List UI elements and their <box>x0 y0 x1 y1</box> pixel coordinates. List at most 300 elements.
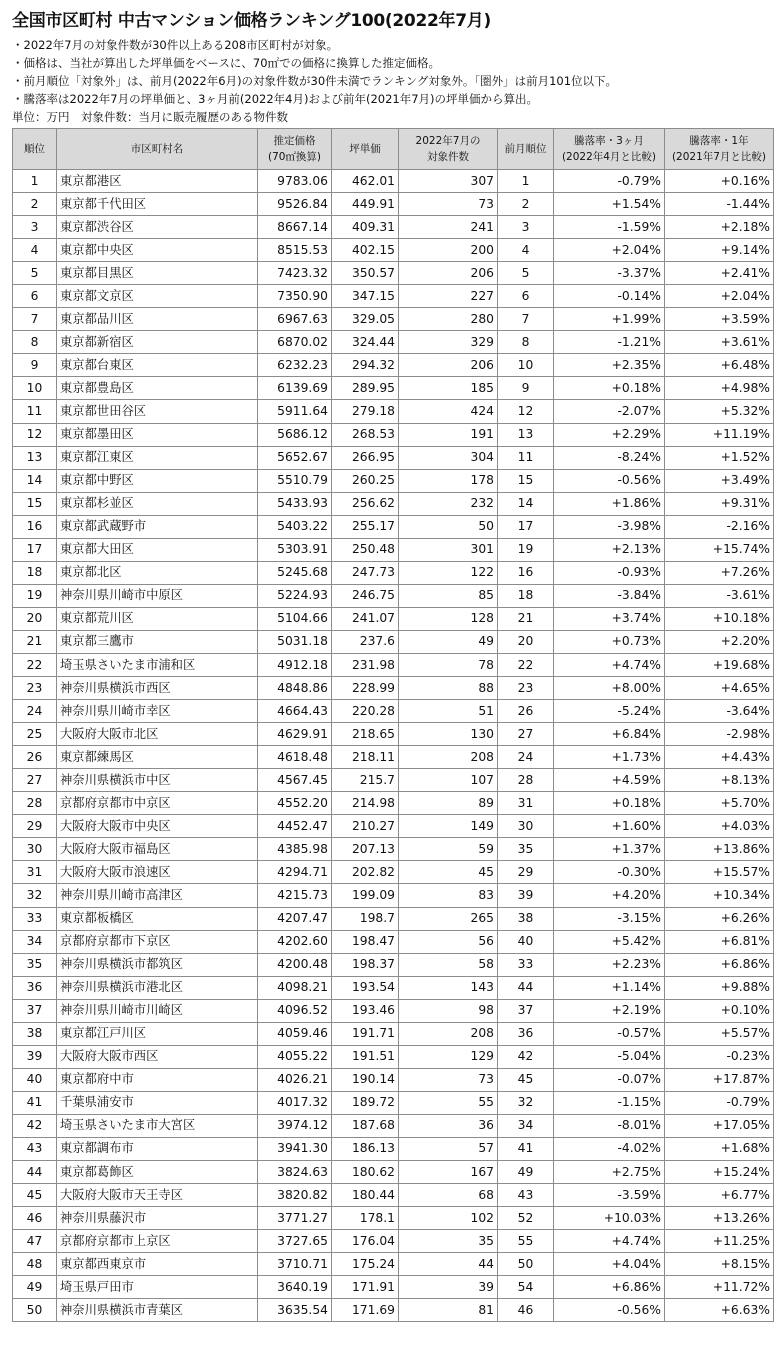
change-3m-cell: -2.07% <box>554 400 665 423</box>
price-cell: 5911.64 <box>258 400 332 423</box>
rank-cell: 38 <box>13 1022 57 1045</box>
change-3m-cell: +4.74% <box>554 653 665 676</box>
change-3m-cell: -0.07% <box>554 1068 665 1091</box>
rank-cell: 16 <box>13 515 57 538</box>
tsubo-cell: 175.24 <box>332 1253 399 1276</box>
change-1y-cell: -0.23% <box>665 1045 774 1068</box>
tsubo-cell: 347.15 <box>332 285 399 308</box>
prev-rank-cell: 4 <box>498 239 554 262</box>
name-cell: 東京都江戸川区 <box>57 1022 258 1045</box>
name-cell: 神奈川県川崎市中原区 <box>57 584 258 607</box>
rank-cell: 5 <box>13 262 57 285</box>
name-cell: 東京都武蔵野市 <box>57 515 258 538</box>
tsubo-cell: 198.37 <box>332 953 399 976</box>
tsubo-cell: 228.99 <box>332 677 399 700</box>
prev-rank-cell: 18 <box>498 584 554 607</box>
rank-cell: 39 <box>13 1045 57 1068</box>
rank-cell: 11 <box>13 400 57 423</box>
table-row <box>13 216 774 239</box>
change-1y-cell: +10.34% <box>665 884 774 907</box>
price-cell: 4294.71 <box>258 861 332 884</box>
table-row <box>13 400 774 423</box>
tsubo-cell: 220.28 <box>332 700 399 723</box>
table-row <box>13 239 774 262</box>
tsubo-cell: 231.98 <box>332 653 399 676</box>
prev-rank-cell: 19 <box>498 538 554 561</box>
name-cell: 大阪府大阪市福島区 <box>57 838 258 861</box>
rank-cell: 24 <box>13 700 57 723</box>
tsubo-cell: 214.98 <box>332 792 399 815</box>
rank-cell: 28 <box>13 792 57 815</box>
name-cell: 東京都調布市 <box>57 1137 258 1160</box>
price-cell: 5403.22 <box>258 515 332 538</box>
table-row <box>13 1184 774 1207</box>
header-tsubo: 坪単価 <box>332 129 399 170</box>
rank-cell: 2 <box>13 193 57 216</box>
prev-rank-cell: 42 <box>498 1045 554 1068</box>
prev-rank-cell: 55 <box>498 1230 554 1253</box>
tsubo-cell: 180.44 <box>332 1184 399 1207</box>
price-cell: 4385.98 <box>258 838 332 861</box>
prev-rank-cell: 21 <box>498 607 554 630</box>
change-1y-cell: +5.57% <box>665 1022 774 1045</box>
tsubo-cell: 191.71 <box>332 1022 399 1045</box>
prev-rank-cell: 10 <box>498 354 554 377</box>
price-cell: 4629.91 <box>258 723 332 746</box>
rank-cell: 47 <box>13 1230 57 1253</box>
tsubo-cell: 193.46 <box>332 999 399 1022</box>
count-cell: 45 <box>399 861 498 884</box>
change-1y-cell: +11.25% <box>665 1230 774 1253</box>
tsubo-cell: 199.09 <box>332 884 399 907</box>
table-row <box>13 838 774 861</box>
count-cell: 59 <box>399 838 498 861</box>
name-cell: 東京都練馬区 <box>57 746 258 769</box>
change-3m-cell: +2.75% <box>554 1161 665 1184</box>
prev-rank-cell: 50 <box>498 1253 554 1276</box>
tsubo-cell: 462.01 <box>332 170 399 193</box>
change-1y-cell: +0.16% <box>665 170 774 193</box>
price-cell: 4055.22 <box>258 1045 332 1068</box>
change-1y-cell: +9.88% <box>665 976 774 999</box>
change-1y-cell: +13.86% <box>665 838 774 861</box>
rank-cell: 22 <box>13 653 57 676</box>
tsubo-cell: 171.91 <box>332 1276 399 1299</box>
count-cell: 143 <box>399 976 498 999</box>
name-cell: 神奈川県横浜市港北区 <box>57 976 258 999</box>
price-cell: 8515.53 <box>258 239 332 262</box>
change-3m-cell: -8.01% <box>554 1114 665 1137</box>
change-3m-cell: -1.59% <box>554 216 665 239</box>
name-cell: 東京都中央区 <box>57 239 258 262</box>
rank-cell: 25 <box>13 723 57 746</box>
table-row <box>13 354 774 377</box>
prev-rank-cell: 33 <box>498 953 554 976</box>
prev-rank-cell: 13 <box>498 423 554 446</box>
change-3m-cell: +10.03% <box>554 1207 665 1230</box>
name-cell: 神奈川県横浜市青葉区 <box>57 1299 258 1322</box>
change-1y-cell: -1.44% <box>665 193 774 216</box>
name-cell: 東京都墨田区 <box>57 423 258 446</box>
price-cell: 4059.46 <box>258 1022 332 1045</box>
table-row <box>13 861 774 884</box>
rank-cell: 45 <box>13 1184 57 1207</box>
change-3m-cell: +1.37% <box>554 838 665 861</box>
change-3m-cell: +3.74% <box>554 607 665 630</box>
table-row <box>13 723 774 746</box>
change-3m-cell: +2.13% <box>554 538 665 561</box>
name-cell: 東京都文京区 <box>57 285 258 308</box>
name-cell: 神奈川県横浜市西区 <box>57 677 258 700</box>
prev-rank-cell: 54 <box>498 1276 554 1299</box>
change-1y-cell: -0.79% <box>665 1091 774 1114</box>
tsubo-cell: 202.82 <box>332 861 399 884</box>
tsubo-cell: 350.57 <box>332 262 399 285</box>
table-row <box>13 607 774 630</box>
count-cell: 51 <box>399 700 498 723</box>
table-row <box>13 1207 774 1230</box>
table-row <box>13 1161 774 1184</box>
change-3m-cell: -0.56% <box>554 1299 665 1322</box>
price-cell: 3771.27 <box>258 1207 332 1230</box>
price-cell: 3820.82 <box>258 1184 332 1207</box>
name-cell: 埼玉県さいたま市浦和区 <box>57 653 258 676</box>
rank-cell: 15 <box>13 492 57 515</box>
change-3m-cell: +4.59% <box>554 769 665 792</box>
name-cell: 神奈川県藤沢市 <box>57 1207 258 1230</box>
count-cell: 73 <box>399 1068 498 1091</box>
table-row <box>13 1022 774 1045</box>
change-1y-cell: +15.24% <box>665 1161 774 1184</box>
name-cell: 東京都江東区 <box>57 446 258 469</box>
table-row <box>13 561 774 584</box>
name-cell: 神奈川県川崎市幸区 <box>57 700 258 723</box>
name-cell: 大阪府大阪市中央区 <box>57 815 258 838</box>
change-1y-cell: +5.70% <box>665 792 774 815</box>
table-row <box>13 999 774 1022</box>
price-cell: 5224.93 <box>258 584 332 607</box>
rank-cell: 36 <box>13 976 57 999</box>
count-cell: 102 <box>399 1207 498 1230</box>
change-3m-cell: +4.74% <box>554 1230 665 1253</box>
price-cell: 7423.32 <box>258 262 332 285</box>
change-1y-cell: +4.65% <box>665 677 774 700</box>
tsubo-cell: 178.1 <box>332 1207 399 1230</box>
count-cell: 232 <box>399 492 498 515</box>
count-cell: 129 <box>399 1045 498 1068</box>
count-cell: 55 <box>399 1091 498 1114</box>
rank-cell: 13 <box>13 446 57 469</box>
rank-cell: 32 <box>13 884 57 907</box>
change-1y-cell: +2.20% <box>665 630 774 653</box>
prev-rank-cell: 14 <box>498 492 554 515</box>
tsubo-cell: 191.51 <box>332 1045 399 1068</box>
price-cell: 5104.66 <box>258 607 332 630</box>
tsubo-cell: 237.6 <box>332 630 399 653</box>
name-cell: 東京都台東区 <box>57 354 258 377</box>
name-cell: 東京都大田区 <box>57 538 258 561</box>
name-cell: 東京都千代田区 <box>57 193 258 216</box>
change-3m-cell: -0.56% <box>554 469 665 492</box>
prev-rank-cell: 23 <box>498 677 554 700</box>
price-cell: 5652.67 <box>258 446 332 469</box>
name-cell: 東京都港区 <box>57 170 258 193</box>
table-row <box>13 423 774 446</box>
rank-cell: 40 <box>13 1068 57 1091</box>
change-3m-cell: -3.37% <box>554 262 665 285</box>
price-cell: 4200.48 <box>258 953 332 976</box>
rank-cell: 42 <box>13 1114 57 1137</box>
change-1y-cell: +2.18% <box>665 216 774 239</box>
table-row <box>13 515 774 538</box>
tsubo-cell: 246.75 <box>332 584 399 607</box>
change-3m-cell: -5.24% <box>554 700 665 723</box>
rank-cell: 8 <box>13 331 57 354</box>
change-1y-cell: +3.59% <box>665 308 774 331</box>
rank-cell: 1 <box>13 170 57 193</box>
prev-rank-cell: 15 <box>498 469 554 492</box>
tsubo-cell: 324.44 <box>332 331 399 354</box>
table-row <box>13 285 774 308</box>
tsubo-cell: 190.14 <box>332 1068 399 1091</box>
change-3m-cell: +1.60% <box>554 815 665 838</box>
rank-cell: 12 <box>13 423 57 446</box>
tsubo-cell: 180.62 <box>332 1161 399 1184</box>
prev-rank-cell: 44 <box>498 976 554 999</box>
tsubo-cell: 186.13 <box>332 1137 399 1160</box>
change-1y-cell: +8.15% <box>665 1253 774 1276</box>
tsubo-cell: 256.62 <box>332 492 399 515</box>
prev-rank-cell: 43 <box>498 1184 554 1207</box>
count-cell: 39 <box>399 1276 498 1299</box>
change-1y-cell: +17.87% <box>665 1068 774 1091</box>
change-1y-cell: +7.26% <box>665 561 774 584</box>
count-cell: 200 <box>399 239 498 262</box>
rank-cell: 26 <box>13 746 57 769</box>
rank-cell: 4 <box>13 239 57 262</box>
prev-rank-cell: 46 <box>498 1299 554 1322</box>
name-cell: 東京都杉並区 <box>57 492 258 515</box>
rank-cell: 6 <box>13 285 57 308</box>
name-cell: 京都府京都市上京区 <box>57 1230 258 1253</box>
price-cell: 4664.43 <box>258 700 332 723</box>
table-row <box>13 884 774 907</box>
price-cell: 4567.45 <box>258 769 332 792</box>
name-cell: 神奈川県横浜市中区 <box>57 769 258 792</box>
change-1y-cell: +5.32% <box>665 400 774 423</box>
table-row <box>13 746 774 769</box>
change-1y-cell: +11.72% <box>665 1276 774 1299</box>
tsubo-cell: 402.15 <box>332 239 399 262</box>
count-cell: 178 <box>399 469 498 492</box>
prev-rank-cell: 34 <box>498 1114 554 1137</box>
count-cell: 98 <box>399 999 498 1022</box>
count-cell: 206 <box>399 262 498 285</box>
table-row <box>13 1299 774 1322</box>
table-row <box>13 700 774 723</box>
price-cell: 3974.12 <box>258 1114 332 1137</box>
tsubo-cell: 289.95 <box>332 377 399 400</box>
change-3m-cell: +1.99% <box>554 308 665 331</box>
rank-cell: 9 <box>13 354 57 377</box>
price-cell: 6139.69 <box>258 377 332 400</box>
note-item: ・前月順位「対象外」は、前月(2022年6月)の対象件数が30件未満でランキング対象外。「圏外」は前月101位以下。 <box>12 74 618 88</box>
prev-rank-cell: 3 <box>498 216 554 239</box>
change-1y-cell: +2.04% <box>665 285 774 308</box>
tsubo-cell: 171.69 <box>332 1299 399 1322</box>
table-row <box>13 170 774 193</box>
unit-line: 単位：万円 対象件数：当月に販売履歴のある物件数 <box>12 110 288 124</box>
prev-rank-cell: 30 <box>498 815 554 838</box>
tsubo-cell: 449.91 <box>332 193 399 216</box>
price-cell: 6232.23 <box>258 354 332 377</box>
name-cell: 東京都中野区 <box>57 469 258 492</box>
rank-cell: 35 <box>13 953 57 976</box>
count-cell: 50 <box>399 515 498 538</box>
prev-rank-cell: 11 <box>498 446 554 469</box>
header-count: 2022年7月の 対象件数 <box>399 129 498 170</box>
count-cell: 329 <box>399 331 498 354</box>
tsubo-cell: 176.04 <box>332 1230 399 1253</box>
change-1y-cell: +11.19% <box>665 423 774 446</box>
name-cell: 東京都品川区 <box>57 308 258 331</box>
header-rank: 順位 <box>13 129 57 170</box>
count-cell: 56 <box>399 930 498 953</box>
count-cell: 280 <box>399 308 498 331</box>
change-3m-cell: +2.23% <box>554 953 665 976</box>
prev-rank-cell: 12 <box>498 400 554 423</box>
change-1y-cell: +4.98% <box>665 377 774 400</box>
change-3m-cell: -1.15% <box>554 1091 665 1114</box>
change-1y-cell: +8.13% <box>665 769 774 792</box>
table-row <box>13 492 774 515</box>
note-item: ・2022年7月の対象件数が30件以上ある208市区町村が対象。 <box>12 38 339 52</box>
name-cell: 東京都葛飾区 <box>57 1161 258 1184</box>
table-row <box>13 1091 774 1114</box>
rank-cell: 30 <box>13 838 57 861</box>
table-row <box>13 630 774 653</box>
change-1y-cell: +1.68% <box>665 1137 774 1160</box>
count-cell: 265 <box>399 907 498 930</box>
rank-cell: 49 <box>13 1276 57 1299</box>
rank-cell: 3 <box>13 216 57 239</box>
change-3m-cell: +6.84% <box>554 723 665 746</box>
header-change-1y: 騰落率・1年 (2021年7月と比較) <box>665 129 774 170</box>
tsubo-cell: 193.54 <box>332 976 399 999</box>
change-1y-cell: +13.26% <box>665 1207 774 1230</box>
change-1y-cell: -2.98% <box>665 723 774 746</box>
table-body <box>13 170 774 1322</box>
count-cell: 83 <box>399 884 498 907</box>
table-row <box>13 469 774 492</box>
count-cell: 128 <box>399 607 498 630</box>
price-cell: 5031.18 <box>258 630 332 653</box>
change-1y-cell: -3.64% <box>665 700 774 723</box>
price-cell: 5245.68 <box>258 561 332 584</box>
count-cell: 185 <box>399 377 498 400</box>
name-cell: 大阪府大阪市西区 <box>57 1045 258 1068</box>
change-1y-cell: +6.48% <box>665 354 774 377</box>
prev-rank-cell: 52 <box>498 1207 554 1230</box>
tsubo-cell: 268.53 <box>332 423 399 446</box>
prev-rank-cell: 35 <box>498 838 554 861</box>
count-cell: 130 <box>399 723 498 746</box>
price-cell: 5433.93 <box>258 492 332 515</box>
price-cell: 6870.02 <box>258 331 332 354</box>
count-cell: 57 <box>399 1137 498 1160</box>
rank-cell: 37 <box>13 999 57 1022</box>
change-1y-cell: +6.26% <box>665 907 774 930</box>
table-row <box>13 446 774 469</box>
name-cell: 東京都新宿区 <box>57 331 258 354</box>
rank-cell: 19 <box>13 584 57 607</box>
prev-rank-cell: 2 <box>498 193 554 216</box>
count-cell: 241 <box>399 216 498 239</box>
name-cell: 東京都板橋区 <box>57 907 258 930</box>
change-1y-cell: -2.16% <box>665 515 774 538</box>
change-3m-cell: +1.14% <box>554 976 665 999</box>
price-cell: 4096.52 <box>258 999 332 1022</box>
price-cell: 3941.30 <box>258 1137 332 1160</box>
rank-cell: 41 <box>13 1091 57 1114</box>
prev-rank-cell: 39 <box>498 884 554 907</box>
count-cell: 424 <box>399 400 498 423</box>
price-cell: 4098.21 <box>258 976 332 999</box>
price-cell: 3635.54 <box>258 1299 332 1322</box>
tsubo-cell: 241.07 <box>332 607 399 630</box>
table-row <box>13 1230 774 1253</box>
table-row <box>13 653 774 676</box>
table-row <box>13 953 774 976</box>
prev-rank-cell: 9 <box>498 377 554 400</box>
change-3m-cell: -0.14% <box>554 285 665 308</box>
price-cell: 3824.63 <box>258 1161 332 1184</box>
tsubo-cell: 198.47 <box>332 930 399 953</box>
header-prev-rank: 前月順位 <box>498 129 554 170</box>
name-cell: 東京都目黒区 <box>57 262 258 285</box>
change-3m-cell: -5.04% <box>554 1045 665 1068</box>
count-cell: 88 <box>399 677 498 700</box>
name-cell: 東京都西東京市 <box>57 1253 258 1276</box>
change-3m-cell: +2.29% <box>554 423 665 446</box>
price-cell: 5686.12 <box>258 423 332 446</box>
change-3m-cell: -3.59% <box>554 1184 665 1207</box>
tsubo-cell: 329.05 <box>332 308 399 331</box>
change-1y-cell: +6.77% <box>665 1184 774 1207</box>
count-cell: 78 <box>399 653 498 676</box>
count-cell: 208 <box>399 1022 498 1045</box>
table-row <box>13 976 774 999</box>
header-name: 市区町村名 <box>57 129 258 170</box>
change-3m-cell: +6.86% <box>554 1276 665 1299</box>
rank-cell: 23 <box>13 677 57 700</box>
tsubo-cell: 250.48 <box>332 538 399 561</box>
name-cell: 埼玉県戸田市 <box>57 1276 258 1299</box>
count-cell: 191 <box>399 423 498 446</box>
prev-rank-cell: 22 <box>498 653 554 676</box>
change-1y-cell: +6.81% <box>665 930 774 953</box>
change-1y-cell: +4.03% <box>665 815 774 838</box>
change-3m-cell: -0.93% <box>554 561 665 584</box>
tsubo-cell: 187.68 <box>332 1114 399 1137</box>
notes-list <box>12 36 773 108</box>
header-price: 推定価格 (70㎡換算) <box>258 129 332 170</box>
rank-cell: 50 <box>13 1299 57 1322</box>
tsubo-cell: 255.17 <box>332 515 399 538</box>
count-cell: 73 <box>399 193 498 216</box>
prev-rank-cell: 49 <box>498 1161 554 1184</box>
name-cell: 京都府京都市中京区 <box>57 792 258 815</box>
